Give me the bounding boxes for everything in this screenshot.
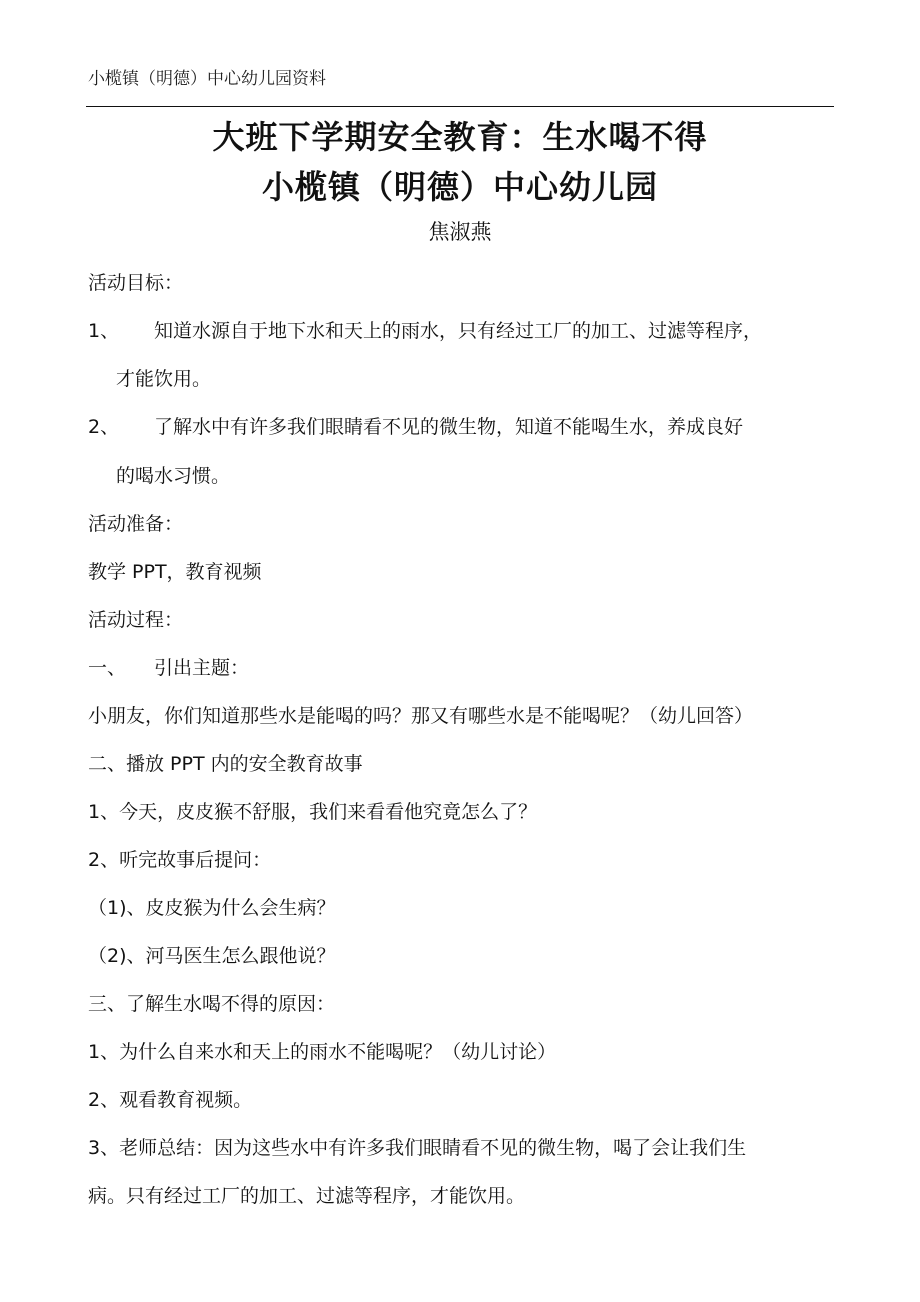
step-2-item-1: 1、今天，皮皮猴不舒服，我们来看看他究竟怎么了？ <box>88 801 538 823</box>
prep-text: 教学 PPT，教育视频 <box>88 561 262 583</box>
process-heading: 活动过程： <box>88 609 184 631</box>
step-3-item-3: 3、老师总结：因为这些水中有许多我们眼睛看不见的微生物，喝了会让我们生 <box>88 1137 747 1159</box>
document-title: 大班下学期安全教育：生水喝不得 <box>212 118 708 156</box>
step-2-item-2: 2、听完故事后提问： <box>88 849 272 871</box>
goals-heading: 活动目标： <box>88 272 184 294</box>
step-2-heading: 二、播放 PPT 内的安全教育故事 <box>88 753 363 775</box>
step-3-item-3-continuation: 病。只有经过工厂的加工、过滤等程序，才能饮用。 <box>88 1185 526 1207</box>
goal-2-text: 了解水中有许多我们眼睛看不见的微生物，知道不能喝生水，养成良好 <box>154 416 744 438</box>
goal-2-number: 2、 <box>88 416 120 438</box>
step-3-item-2: 2、观看教育视频。 <box>88 1089 253 1111</box>
author-name: 焦淑燕 <box>428 220 492 244</box>
step-2-item-2b: （2)、河马医生怎么跟他说？ <box>88 945 336 967</box>
goal-1 <box>88 316 762 343</box>
step-1-text: 引出主题： <box>154 657 250 679</box>
step-3-item-1: 1、为什么自来水和天上的雨水不能喝呢？（幼儿讨论） <box>88 1041 557 1063</box>
step-1-number: 一、 <box>88 657 127 679</box>
goal-1-number: 1、 <box>88 320 120 342</box>
page-header: 小榄镇（明德）中心幼儿园资料 <box>88 69 326 89</box>
step-1-question: 小朋友，你们知道那些水是能喝的吗？那又有哪些水是不能喝呢？（幼儿回答） <box>88 705 754 727</box>
goal-2 <box>88 412 743 439</box>
goal-1-continuation: 才能饮用。 <box>116 368 212 390</box>
step-2-item-2a: （1)、皮皮猴为什么会生病？ <box>88 897 336 919</box>
goal-2-continuation: 的喝水习惯。 <box>116 465 231 487</box>
prep-heading: 活动准备： <box>88 513 184 535</box>
step-3-heading: 三、了解生水喝不得的原因： <box>88 993 336 1015</box>
goal-1-text: 知道水源自于地下水和天上的雨水，只有经过工厂的加工、过滤等程序， <box>154 320 763 342</box>
document-subtitle: 小榄镇（明德）中心幼儿园 <box>261 168 658 206</box>
step-1 <box>88 653 249 680</box>
header-divider <box>86 106 834 107</box>
